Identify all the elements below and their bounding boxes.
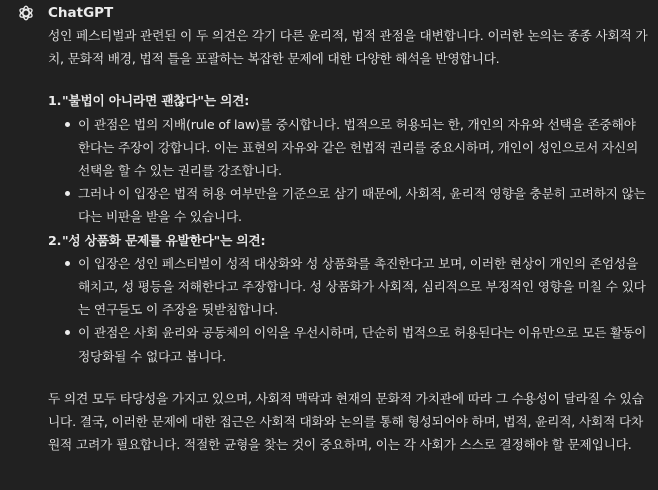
sender-name: ChatGPT (48, 5, 114, 21)
bullet-item: 그러나 이 입장은 법적 허용 여부만을 기준으로 삼기 때문에, 사회적, 윤리적 영향을 충분히 고려하지 않는다는 비판을 받을 수 있습니다. (62, 182, 648, 228)
bullet-item: 이 입장은 성인 페스티벌이 성적 대상화와 성 상품화를 촉진한다고 보며, 이러한 현상이 개인의 존엄성을 해치고, 성 평등을 저해한다고 주장합니다. 성 상품화가 사회적, 심리적으로 부정적인 영향을 미칠 수 있다는 연구들도 이 주장을 뒷받침합니다. (62, 252, 648, 322)
opinion-title: "불법이 아니라면 괜찮다"는 의견: (62, 93, 250, 109)
conclusion-paragraph: 두 의견 모두 타당성을 가지고 있으며, 사회적 맥락과 현재의 문화적 가치관에 따라 그 수용성이 달라질 수 있습니다. 결국, 이러한 문제에 대한 접근은 사회적 대화와 논의를 통해 형성되어야 하며, 법적, 윤리적, 사회적 다차원적 고려가 필요합니다. 적절한 균형을 찾는 것이 중요하며, 이는 각 사회가 스스로 결정해야 할 문제입니다. (48, 390, 644, 453)
opinion-list (48, 89, 648, 367)
opinion-number: 1. (48, 93, 62, 109)
opinion-number: 2. (48, 232, 62, 248)
opinion-bullets (62, 113, 648, 229)
bullet-item: 이 관점은 법의 지배(rule of law)를 중시합니다. 법적으로 허용되는 한, 개인의 자유와 선택을 존중해야 한다는 주장이 강합니다. 이는 표현의 자유와 같은 헌법적 권리를 중요시하며, 개인이 성인으로서 자신의 선택을 할 수 있는 권리를 강조합니다. (62, 113, 648, 183)
opinion-item (48, 229, 648, 368)
bullet-item: 이 관점은 사회 윤리와 공동체의 이익을 우선시하며, 단순히 법적으로 허용된다는 이유만으로 모든 활동이 정당화될 수 없다고 봅니다. (62, 321, 648, 367)
message-header (16, 3, 113, 23)
opinion-title: "성 상품화 문제를 유발한다"는 의견: (62, 232, 266, 248)
message-content (48, 24, 648, 456)
intro-paragraph: 성인 페스티벌과 관련된 이 두 의견은 각기 다른 윤리적, 법적 관점을 대변합니다. 이러한 논의는 종종 사회적 가치, 문화적 배경, 법적 틀을 포괄하는 복잡한 문제에 대한 다양한 해석을 반영합니다. (48, 28, 648, 67)
openai-logo-icon (16, 3, 36, 23)
opinion-item (48, 89, 648, 228)
opinion-bullets (62, 252, 648, 368)
